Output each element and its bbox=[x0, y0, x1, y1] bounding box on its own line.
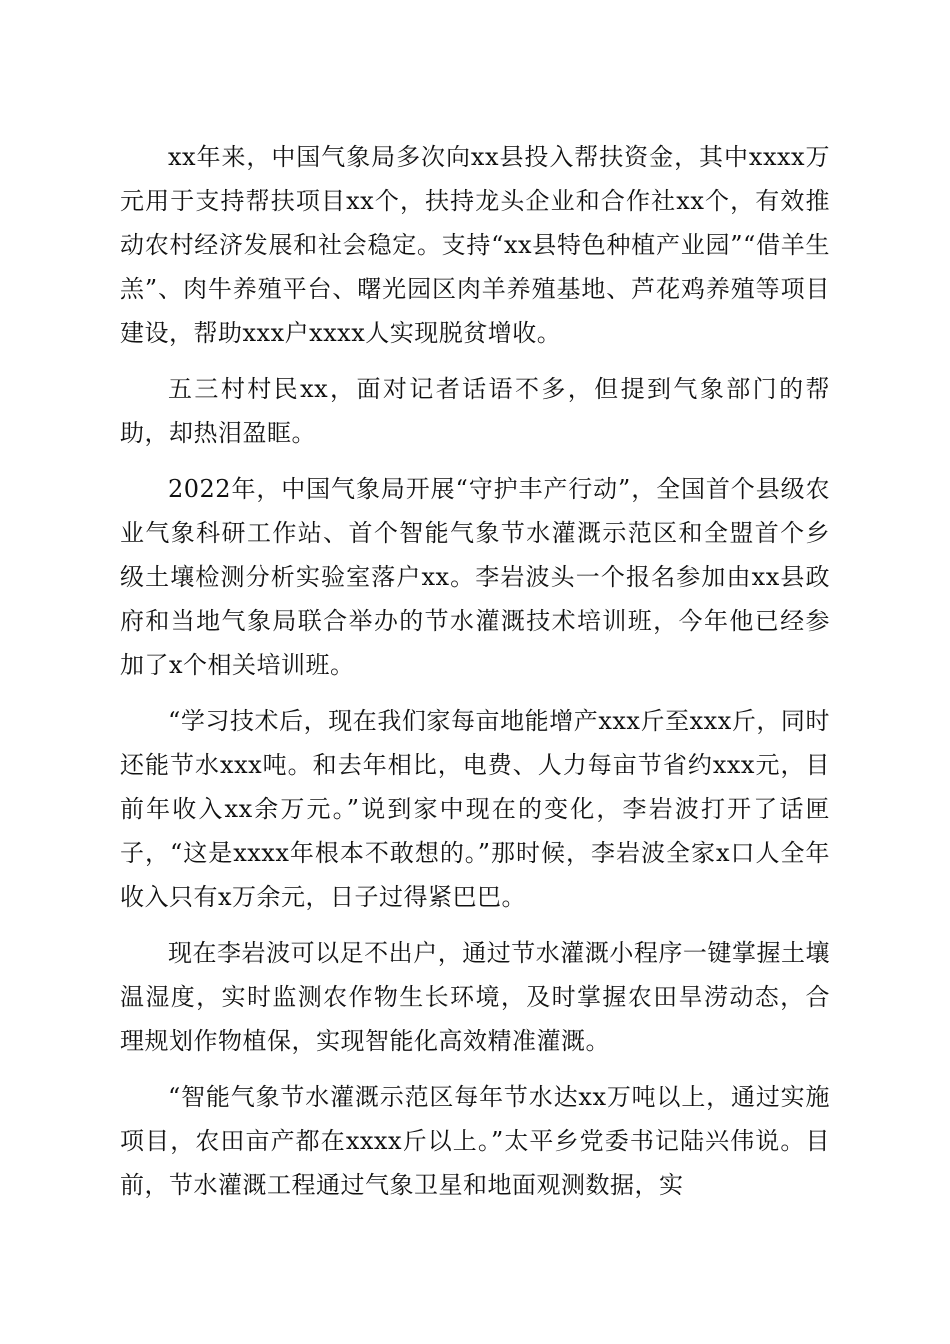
paragraph-demo-zone: “智能气象节水灌溉示范区每年节水达xx万吨以上，通过实施项目，农田亩产都在xxxx斤以上。”太平乡党委书记陆兴伟说。目前，节水灌溉工程通过气象卫星和地面观测数据，实 bbox=[120, 1083, 830, 1199]
paragraph-quote-income: “学习技术后，现在我们家每亩地能增产xxx斤至xxx斤，同时还能节水xxx吨。和去年相比，电费、人力每亩节省约xxx元，目前年收入xx余万元。”说到家中现在的变化，李岩波打开了话匣子，“这是xxxx年根本不敢想的。”那时候，李岩波全家x口人全年收入只有x万余元，日子过得紧巴巴。 bbox=[120, 707, 830, 911]
paragraph-aid-funds: xx年来，中国气象局多次向xx县投入帮扶资金，其中xxxx万元用于支持帮扶项目xx个，扶持龙头企业和合作社xx个，有效推动农村经济发展和社会稳定。支持“xx县特色种植产业园”“借羊生羔”、肉牛养殖平台、曙光园区肉羊养殖基地、芦花鸡养殖等项目建设，帮助xxx户xxxx人实现脱贫增收。 bbox=[120, 143, 830, 347]
document-body bbox=[120, 135, 830, 1219]
paragraph-smart-irrigation: 现在李岩波可以足不出户，通过节水灌溉小程序一键掌握土壤温湿度，实时监测农作物生长环境，及时掌握农田旱涝动态，合理规划作物植保，实现智能化高效精准灌溉。 bbox=[120, 939, 830, 1055]
paragraph-harvest-action: 2022年，中国气象局开展“守护丰产行动”，全国首个县级农业气象科研工作站、首个智能气象节水灌溉示范区和全盟首个乡级土壤检测分析实验室落户xx。李岩波头一个报名参加由xx县政府和当地气象局联合举办的节水灌溉技术培训班，今年他已经参加了x个相关培训班。 bbox=[120, 475, 830, 679]
paragraph-villager: 五三村村民xx，面对记者话语不多，但提到气象部门的帮助，却热泪盈眶。 bbox=[120, 375, 830, 447]
